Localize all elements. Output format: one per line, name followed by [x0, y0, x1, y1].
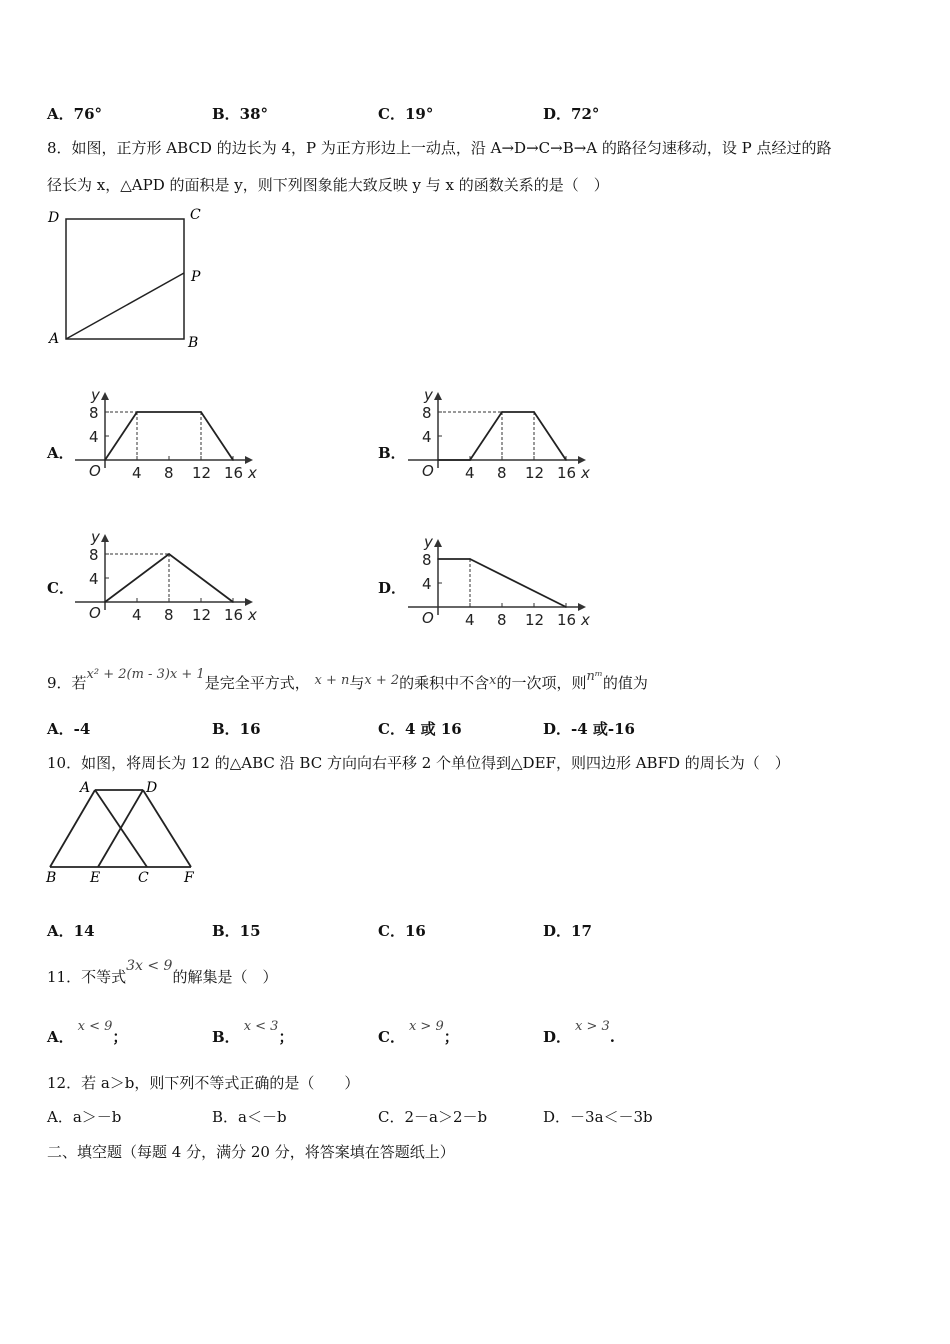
q7-option-a: A．76° [47, 105, 103, 123]
data-point [104, 459, 106, 461]
x-axis-arrow [245, 598, 253, 606]
q12-option-c: C．2－a＞2－b [378, 1108, 488, 1126]
y-tick-label: 4 [89, 570, 99, 588]
q9-option-d: D．-4 或-16 [543, 720, 635, 738]
q12-option-d: D．－3a＜－3b [543, 1108, 653, 1126]
data-point [136, 411, 138, 413]
q10-text: 10．如图，将周长为 12 的△ABC 沿 BC 方向向右平移 2 个单位得到△DEF，则四边形 ABFD 的周长为（ ） [47, 754, 790, 772]
tri-label-f: F [184, 870, 194, 886]
q12-option-a: A．a＞－b [47, 1108, 122, 1126]
x-tick-label: 8 [497, 611, 507, 629]
y-axis-arrow [434, 539, 442, 547]
origin-label: O [89, 462, 101, 480]
q9-expr4: x [489, 673, 497, 688]
x-tick-label: 8 [164, 606, 174, 624]
q9-text [47, 667, 648, 693]
x-axis-arrow [578, 603, 586, 611]
q8-text-line1: 8．如图，正方形 ABCD 的边长为 4，P 为正方形边上一动点，沿 A→D→C→B→A 的路径匀速移动，设 P 点经过的路 [47, 139, 832, 157]
data-point [232, 601, 234, 603]
tri-label-e: E [90, 870, 101, 886]
q9-option-b: B．16 [212, 720, 261, 738]
data-point [533, 411, 535, 413]
q11-prefix: 11．不等式 [47, 968, 127, 986]
tri-label-d: D [146, 780, 158, 796]
q9-mid4: 的一次项，则 [496, 674, 587, 692]
q8-option-c-label: C． [47, 579, 74, 597]
q8-option-a-label: A． [47, 444, 74, 462]
q8-option-d-label: D． [378, 579, 407, 597]
data-point [200, 411, 202, 413]
tri-label-b: B [46, 870, 57, 886]
q9-suffix: 的值为 [602, 674, 648, 692]
q8-text-line2: 径长为 x，△APD 的面积是 y，则下列图象能大致反映 y 与 x 的函数关系的是（ ） [47, 176, 609, 194]
y-axis-label: y [91, 388, 100, 404]
origin-label: O [89, 604, 101, 622]
origin-label: O [422, 462, 434, 480]
data-point [437, 459, 439, 461]
q11-suffix: 的解集是（ ） [172, 968, 278, 986]
y-tick-label: 8 [422, 551, 432, 569]
y-axis-label: y [91, 530, 100, 546]
q9-option-c: C．4 或 16 [378, 720, 462, 738]
q7-option-b: B．38° [212, 105, 269, 123]
y-axis-label: y [424, 388, 433, 404]
q11-option-c: C．x > 9； [378, 1019, 459, 1046]
y-tick-label: 8 [89, 404, 99, 422]
q12-text: 12．若 a＞b，则下列不等式正确的是（ ） [47, 1074, 360, 1092]
q12-option-b: B．a＜－b [212, 1108, 287, 1126]
x-axis-label: x [248, 606, 257, 624]
graph-a [70, 388, 270, 488]
y-axis-arrow [101, 534, 109, 542]
q9-mid3: 的乘积中不含 [399, 674, 490, 692]
q7-option-d: D．72° [543, 105, 600, 123]
q9-mid1: 是完全平方式， [204, 674, 310, 692]
tri-label-c: C [138, 870, 149, 886]
data-point [501, 411, 503, 413]
q9-expr2: x + n [314, 673, 350, 688]
data-point [168, 553, 170, 555]
x-axis-arrow [245, 456, 253, 464]
square-label-a: A [49, 331, 60, 347]
square-label-b: B [188, 335, 199, 351]
q8-option-b-label: B． [378, 444, 406, 462]
function-line [438, 559, 566, 607]
data-point [232, 459, 234, 461]
y-tick-label: 4 [422, 575, 432, 593]
graph-d [403, 535, 603, 635]
q11-option-d: D．x > 3. [543, 1019, 616, 1046]
q11-option-a: A．x < 9； [47, 1019, 128, 1046]
x-tick-label: 4 [465, 464, 475, 482]
triangle-figure [40, 778, 210, 888]
data-point [437, 558, 439, 560]
data-point [104, 601, 106, 603]
section2-heading: 二、填空题（每题 4 分，满分 20 分，将答案填在答题纸上） [47, 1143, 455, 1161]
q9-expr3: x + 2 [364, 673, 400, 688]
x-tick-label: 8 [497, 464, 507, 482]
q10-option-c: C．16 [378, 922, 426, 940]
q9-prefix: 9．若 [47, 674, 87, 692]
q9-mid2: 与 [349, 674, 365, 692]
x-tick-label: 12 [525, 611, 545, 629]
y-axis-label: y [424, 535, 433, 551]
x-tick-label: 16 [224, 606, 244, 624]
q10-option-b: B．15 [212, 922, 261, 940]
x-tick-label: 12 [525, 464, 545, 482]
x-tick-label: 4 [465, 611, 475, 629]
square-label-p: P [191, 269, 201, 285]
x-axis-label: x [581, 611, 590, 629]
origin-label: O [422, 609, 434, 627]
data-point [565, 459, 567, 461]
q9-option-a: A．-4 [47, 720, 91, 738]
x-tick-label: 16 [557, 611, 577, 629]
graph-b [403, 388, 603, 488]
x-tick-label: 16 [557, 464, 577, 482]
q10-option-d: D．17 [543, 922, 592, 940]
x-tick-label: 16 [224, 464, 244, 482]
square-figure [45, 205, 215, 355]
square-label-c: C [190, 207, 201, 223]
q11-option-b: B．x < 3； [212, 1019, 294, 1046]
x-tick-label: 4 [132, 606, 142, 624]
y-axis-arrow [434, 392, 442, 400]
x-tick-label: 4 [132, 464, 142, 482]
x-axis-arrow [578, 456, 586, 464]
x-axis-label: x [248, 464, 257, 482]
square-label-d: D [48, 210, 60, 226]
y-tick-label: 4 [89, 428, 99, 446]
x-tick-label: 12 [192, 606, 212, 624]
graph-c [70, 530, 270, 630]
q9-expr5: nᵐ [586, 669, 603, 684]
data-point [565, 606, 567, 608]
function-line [105, 412, 233, 460]
q10-option-a: A．14 [47, 922, 95, 940]
y-tick-label: 4 [422, 428, 432, 446]
x-tick-label: 8 [164, 464, 174, 482]
q11-expr: 3x < 9 [126, 958, 173, 974]
data-point [469, 459, 471, 461]
tri-label-a: A [80, 780, 91, 796]
x-axis-label: x [581, 464, 590, 482]
y-tick-label: 8 [89, 546, 99, 564]
y-tick-label: 8 [422, 404, 432, 422]
q7-option-c: C．19° [378, 105, 434, 123]
q9-expr1: x² + 2(m - 3)x + 1 [86, 667, 205, 682]
y-axis-arrow [101, 392, 109, 400]
data-point [469, 558, 471, 560]
q11-text [47, 958, 278, 987]
x-tick-label: 12 [192, 464, 212, 482]
